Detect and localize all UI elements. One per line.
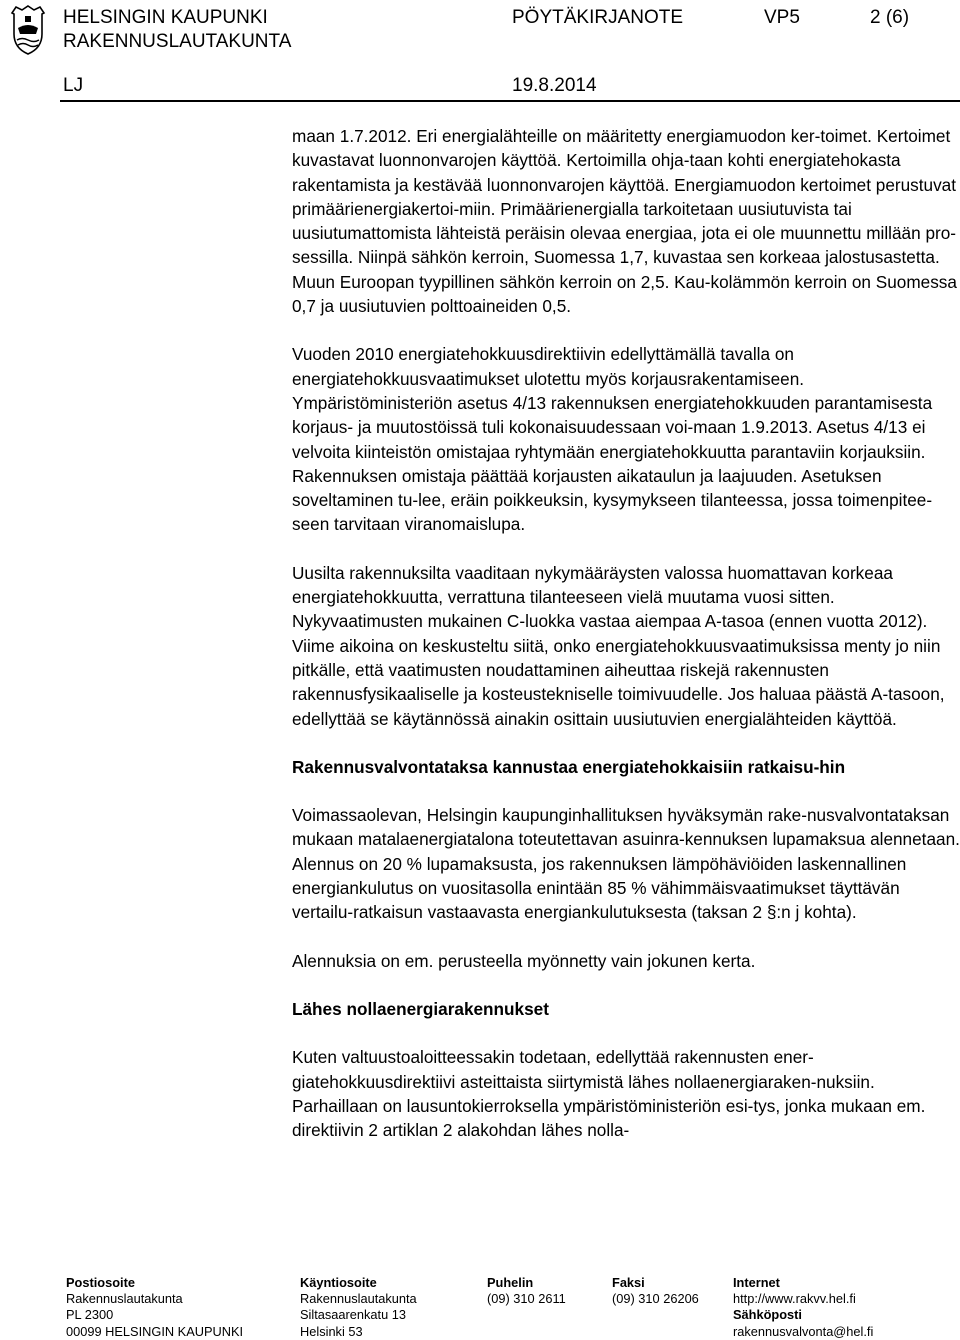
document-body bbox=[292, 124, 960, 1142]
email-link[interactable]: rakennusvalvonta@hel.fi bbox=[733, 1323, 874, 1339]
footer-text: PL 2300 bbox=[66, 1307, 114, 1323]
paragraph: maan 1.7.2012. Eri energialähteille on määritetty energiamuodon ker-toimet. Kertoimet kuvastavat luonnonvarojen käyttöä. Kertoimilla ohja-taan kohti energiatehokasta rakentamista ja kestävää luonnonvarojen käyttöä. Energiamuodon kertoimet perustuvat primäärienergiakertoi-miin. Primäärienergialla tarkoitetaan uusiutuvista tai uusiutumattomista lähteistä peräisin olevaa energiaa, jota ei ole muunnettu millään pro-sessilla. Niinpä sähkön kerroin, Suomessa 1,7, kuvastaa sen korkeaa jalostusastetta. Muun Euroopan tyypillinen sähkön kerroin on 2,5. Kau-kolämmön kerroin on Suomessa 0,7 ja uusiutuvien polttoaineiden 0,5. bbox=[292, 126, 957, 317]
footer-fax bbox=[612, 1275, 699, 1307]
section-number: VP5 bbox=[764, 7, 800, 28]
org-name: HELSINGIN KAUPUNKI bbox=[63, 7, 268, 28]
paragraph: Kuten valtuustoaloitteessakin todetaan, edellyttää rakennusten ener-giatehokkuusdirektiivi asteittaista siirtymistä lähes nollaenergiaraken-nuksiin. Parhaillaan on lausuntokierroksella ympäristöministeriön esi-tys, jonka mukaan em. direktiivin 2 artiklan 2 alakohdan lähes nolla- bbox=[292, 1047, 926, 1141]
header-divider bbox=[60, 100, 960, 102]
footer-text: (09) 310 2611 bbox=[487, 1291, 566, 1307]
paragraph: Vuoden 2010 energiatehokkuusdirektiivin edellyttämällä tavalla on energiatehokkuusvaatimukset ulotettu myös korjausrakentamiseen. Ympäristöministeriön asetus 4/13 rakennuksen energiatehokkuuden parantamisesta korjaus- ja muutostöissä tuli kokonaisuudessaan voi-maan 1.9.2013. Asetus 4/13 ei velvoita kiinteistön omistajaa ryhtymään energiatehokkuutta parantaviin korjauksiin. Rakennuksen omistaja päättää korjausten aikataulun ja laajuuden. Asetuksen soveltaminen tu-lee, eräin poikkeuksin, kysymykseen tilanteessa, jossa toimenpitee-seen tarvitaan viranomaislupa. bbox=[292, 344, 933, 535]
footer-label: Puhelin bbox=[487, 1275, 534, 1290]
paragraph: Alennuksia on em. perusteella myönnetty vain jokunen kerta. bbox=[292, 950, 756, 971]
page-number: 2 (6) bbox=[870, 7, 910, 28]
paragraph: Uusilta rakennuksilta vaaditaan nykymääräysten valossa huomattavan korkeaa energiatehokkuutta, verrattuna tilanteeseen vielä muutama vuosi sitten. Nykyvaatimusten mukainen C-luokka vastaa aiempaa A-tasoa (ennen vuotta 2012). Viime aikoina on keskusteltu siitä, onko energiatehokkuusvaatimuksissa menty jo niin pitkälle, että vaatimusten noudattaminen aiheuttaa riskejä rakennusten rakennusfysikaaliselle ja kosteustekniselle toimivuudelle. Jos haluaa päästä A-tasoon, edellyttää se käytännössä ainakin osittain uusiutuvien energialähteiden käyttöä. bbox=[292, 562, 945, 729]
footer-internet bbox=[733, 1275, 873, 1340]
footer-label: Internet bbox=[733, 1275, 780, 1290]
document-date: 19.8.2014 bbox=[512, 75, 597, 96]
footer-label: Postiosoite bbox=[66, 1275, 135, 1290]
footer-label: Faksi bbox=[612, 1275, 645, 1290]
footer-text: 00099 HELSINGIN KAUPUNKI bbox=[66, 1323, 244, 1339]
footer-label: Käyntiosoite bbox=[300, 1275, 377, 1290]
section-heading: Rakennusvalvontataksa kannustaa energiatehokkaisiin ratkaisu-hin bbox=[292, 756, 846, 777]
helsinki-coat-of-arms-logo bbox=[8, 4, 48, 56]
committee-name: RAKENNUSLAUTAKUNTA bbox=[63, 31, 292, 52]
footer-visit bbox=[300, 1275, 417, 1340]
footer-text: Rakennuslautakunta bbox=[66, 1291, 183, 1307]
footer-text: Siltasaarenkatu 13 bbox=[300, 1307, 406, 1323]
footer-label: Sähköposti bbox=[733, 1307, 802, 1323]
footer-text: Helsinki 53 bbox=[300, 1323, 363, 1339]
initials: LJ bbox=[63, 75, 84, 96]
document-type: PÖYTÄKIRJANOTE bbox=[512, 7, 684, 28]
footer-text: Rakennuslautakunta bbox=[300, 1291, 417, 1307]
paragraph: Voimassaolevan, Helsingin kaupunginhallituksen hyväksymän rake-nusvalvontataksan mukaan matalaenergiatalona toteutettavan asuinra-kennuksen lupamaksua alennetaan. Alennus on 20 % lupamaksusta, jos rakennuksen lämpöhäviöiden laskennallinen energiankulutus on vuositasolla enintään 85 % vähimmäisvaatimukset täyttävän vertailu-ratkaisun vastaavasta energiankulutuksesta (taksan 2 §:n j kohta). bbox=[292, 805, 960, 923]
footer-phone bbox=[487, 1275, 566, 1307]
footer-text: (09) 310 26206 bbox=[612, 1291, 699, 1307]
footer-postal bbox=[66, 1275, 243, 1340]
section-heading: Lähes nollaenergiarakennukset bbox=[292, 998, 549, 1019]
website-link[interactable]: http://www.rakvv.hel.fi bbox=[733, 1291, 856, 1307]
